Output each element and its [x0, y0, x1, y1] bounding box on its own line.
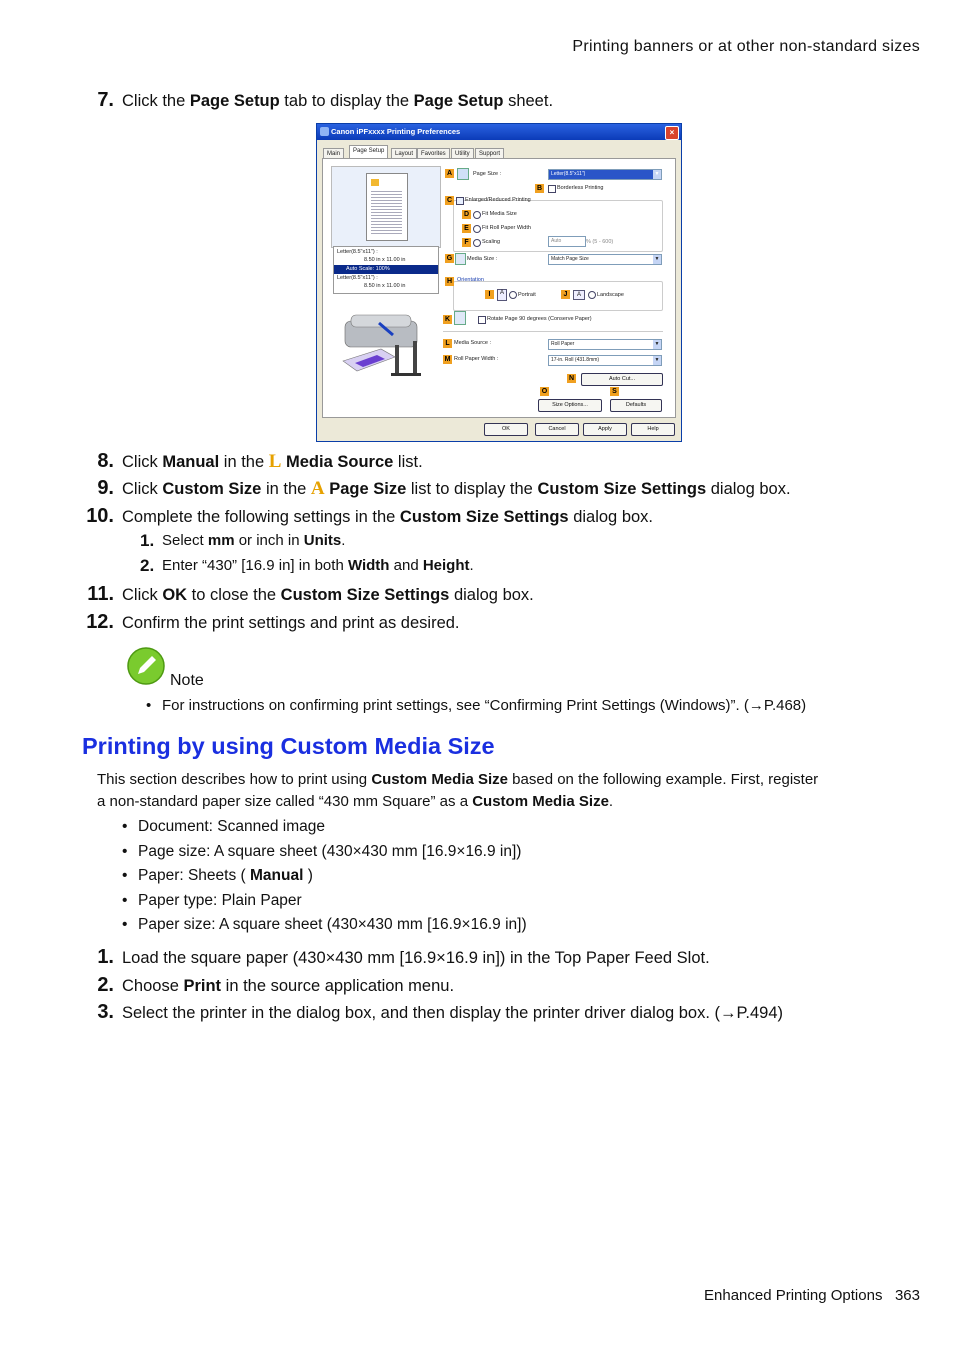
preview-text-lines: [371, 189, 402, 235]
tab-layout[interactable]: Layout: [391, 148, 417, 159]
note-pencil-icon: [126, 646, 166, 686]
step-text: Click OK to close the Custom Size Settings dialog box.: [122, 586, 534, 604]
callout-letter-l: L: [268, 451, 282, 472]
key-marker-i: I: [485, 290, 494, 299]
tab-page-setup[interactable]: Page Setup: [349, 145, 388, 160]
key-marker-g: G: [446, 255, 453, 262]
ok-button[interactable]: OK: [484, 423, 528, 436]
key-marker-f: F: [462, 238, 471, 247]
step-text: Click the Page Setup tab to display the Page Setup sheet.: [122, 92, 554, 110]
step-text: Load the square paper (430×430 mm [16.9×16.9 in]) in the Top Paper Feed Slot.: [122, 949, 710, 967]
size-options-button[interactable]: Size Options...: [538, 399, 602, 412]
substep-text: Select mm or inch in Units.: [162, 532, 346, 549]
enlarged-label: Enlarged/Reduced Printing: [465, 197, 531, 203]
tab-favorites[interactable]: Favorites: [417, 148, 450, 159]
tab-main[interactable]: Main: [323, 148, 344, 159]
bullet-dot: •: [122, 843, 128, 860]
portrait-radio[interactable]: [509, 291, 517, 299]
chevron-down-icon: ▼: [654, 171, 660, 177]
dialog-title: Canon iPFxxxx Printing Preferences: [331, 127, 461, 136]
intro-line-2: a non-standard paper size called “430 mm Square” as a Custom Media Size.: [97, 793, 614, 810]
fit-roll-label: Fit Roll Paper Width: [482, 225, 531, 231]
page-preview: [331, 166, 441, 248]
step-number: 3.: [97, 1001, 114, 1023]
step-number: 10.: [86, 505, 114, 527]
step-text: Click Manual in the L Media Source list.: [122, 451, 423, 472]
key-marker-k: K: [444, 316, 451, 323]
landscape-radio[interactable]: [588, 291, 596, 299]
step-number: 7.: [97, 89, 114, 111]
note-bullet-text: For instructions on confirming print settings, see “Confirming Print Settings (Windows)”. (→P.468): [162, 697, 807, 714]
key-marker-l: L: [443, 339, 452, 348]
page-size-select[interactable]: Letter(8.5"x11") ▼: [548, 169, 662, 180]
scaling-range: % (5 - 600): [586, 239, 614, 245]
landscape-label: Landscape: [597, 292, 624, 298]
chevron-down-icon: ▼: [654, 341, 660, 347]
preview-info-box: [333, 246, 439, 294]
tab-support[interactable]: Support: [475, 148, 504, 159]
enlarged-checkbox[interactable]: [456, 197, 464, 205]
substep-number: 2.: [140, 556, 155, 575]
close-icon[interactable]: ×: [665, 126, 679, 140]
chevron-down-icon: ▼: [654, 357, 660, 363]
key-marker-n: N: [568, 375, 575, 382]
page-setup-panel: [322, 158, 676, 418]
step-number: 1.: [97, 946, 114, 968]
media-size-icon: [455, 253, 466, 265]
callout-letter-a: A: [310, 478, 325, 499]
section-heading: Printing by using Custom Media Size: [82, 733, 495, 759]
printing-preferences-dialog: [316, 123, 682, 442]
media-source-select[interactable]: Roll Paper ▼: [548, 339, 662, 350]
orientation-label: Orientation: [457, 277, 484, 283]
scaling-input[interactable]: Auto: [548, 236, 586, 247]
roll-width-label: Roll Paper Width :: [454, 356, 499, 362]
bullet-dot: •: [146, 697, 152, 714]
substep-number: 1.: [140, 531, 155, 550]
media-size-label: Media Size :: [467, 256, 498, 262]
key-marker-a: A: [446, 170, 453, 177]
key-marker-d: D: [463, 211, 470, 218]
page-size-label: Page Size :: [473, 171, 502, 177]
fit-media-label: Fit Media Size: [482, 211, 517, 217]
bullet-text: Page size: A square sheet (430×430 mm [16.9×16.9 in]): [138, 843, 522, 860]
step-text: Select the printer in the dialog box, and then display the printer driver dialog box. (→P.494): [122, 1004, 784, 1022]
preview-info-line: Letter(8.5"x11") :: [337, 249, 378, 255]
fit-media-radio[interactable]: [473, 211, 481, 219]
preview-info-line: 8.50 in x 11.00 in: [364, 257, 406, 263]
chevron-down-icon: ▼: [654, 256, 660, 262]
cancel-button[interactable]: Cancel: [535, 423, 579, 436]
step-text: Complete the following settings in the Custom Size Settings dialog box.: [122, 508, 654, 526]
portrait-label: Portrait: [518, 292, 536, 298]
bullet-text: Paper size: A square sheet (430×430 mm [16.9×16.9 in]): [138, 916, 527, 933]
step-text: Choose Print in the source application menu.: [122, 977, 455, 995]
step-number: 2.: [97, 974, 114, 996]
rotate-page-icon: [454, 311, 466, 325]
rotate-checkbox[interactable]: [478, 316, 486, 324]
printer-illustration: [335, 301, 435, 383]
portrait-icon: A: [497, 289, 507, 301]
bullet-text: Paper type: Plain Paper: [138, 892, 302, 909]
key-marker-s: S: [610, 387, 619, 396]
key-marker-j: J: [561, 290, 570, 299]
key-marker-o: O: [541, 388, 548, 395]
bullet-dot: •: [122, 818, 128, 835]
key-marker-c: C: [446, 197, 453, 204]
step-number: 9.: [97, 477, 114, 499]
step-text: Confirm the print settings and print as desired.: [122, 614, 460, 632]
note-label: Note: [170, 672, 204, 689]
bullet-text: Document: Scanned image: [138, 818, 325, 835]
bullet-dot: •: [122, 867, 128, 884]
preview-info-line: Letter(8.5"x11") :: [337, 275, 378, 281]
bullet-dot: •: [122, 916, 128, 933]
divider: [443, 331, 663, 332]
scaling-radio[interactable]: [473, 239, 481, 247]
media-source-label: Media Source :: [454, 340, 491, 346]
rotate-label: Rotate Page 90 degrees (Conserve Paper): [487, 316, 592, 322]
running-header: Printing banners or at other non-standard sizes: [572, 38, 920, 55]
page-number: 363: [894, 1287, 920, 1304]
auto-scale-line: Auto Scale: 100%: [334, 265, 438, 274]
preview-sheet: [366, 173, 408, 241]
media-size-select[interactable]: Match Page Size ▼: [548, 254, 662, 265]
fit-roll-radio[interactable]: [473, 225, 481, 233]
step-number: 8.: [97, 450, 114, 472]
step-number: 12.: [86, 611, 114, 633]
borderless-label: Borderless Printing: [557, 185, 604, 191]
dialog-titlebar: [317, 124, 681, 140]
page-footer: [704, 1287, 920, 1304]
roll-width-select[interactable]: 17-in. Roll (431.8mm) ▼: [548, 355, 662, 366]
bullet-dot: •: [122, 892, 128, 909]
landscape-icon: A: [573, 290, 585, 300]
apply-button[interactable]: Apply: [583, 423, 627, 436]
footer-section: Enhanced Printing Options: [704, 1287, 883, 1304]
borderless-checkbox[interactable]: [548, 185, 556, 193]
step-number: 11.: [87, 583, 114, 605]
preview-image-icon: [371, 179, 379, 186]
defaults-button[interactable]: Defaults: [610, 399, 662, 412]
auto-cut-button[interactable]: Auto Cut...: [581, 373, 663, 386]
scaling-label: Scaling: [482, 239, 501, 245]
page-size-icon: [457, 168, 469, 180]
preview-info-line: 8.50 in x 11.00 in: [364, 283, 406, 289]
help-button[interactable]: Help: [631, 423, 675, 436]
intro-line-1: This section describes how to print using Custom Media Size based on the following example. First, register: [97, 771, 819, 788]
key-marker-b: B: [536, 185, 543, 192]
step-text: Click Custom Size in the A Page Size list to display the Custom Size Settings dialog box.: [122, 478, 791, 499]
bullet-text: Paper: Sheets ( Manual ): [138, 867, 313, 884]
tab-utility[interactable]: Utility: [451, 148, 474, 159]
key-marker-e: E: [462, 224, 471, 233]
printer-icon: [320, 127, 329, 136]
substep-text: Enter “430” [16.9 in] in both Width and Height.: [162, 557, 474, 574]
key-marker-h: H: [446, 278, 453, 285]
key-marker-m: M: [444, 356, 451, 363]
